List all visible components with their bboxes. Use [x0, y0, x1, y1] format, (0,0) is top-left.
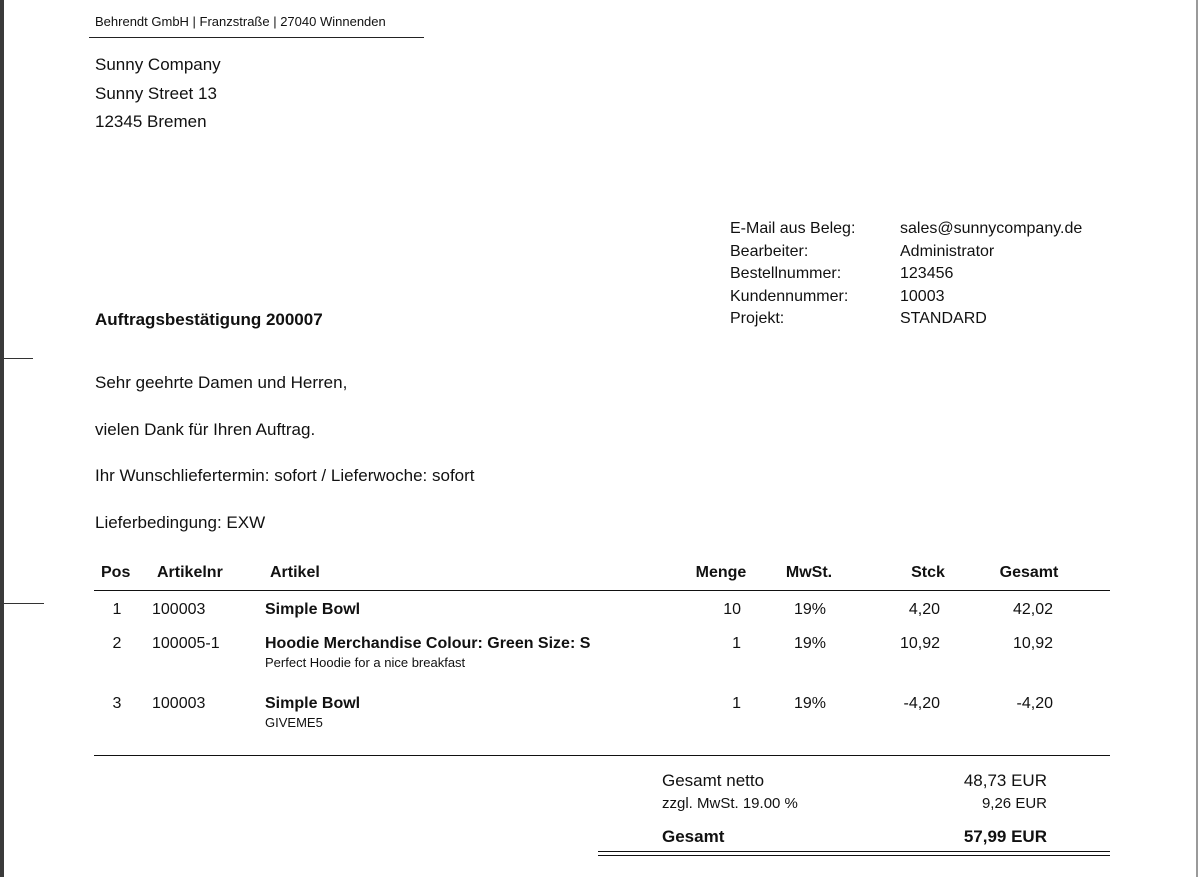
row-article-name: Simple Bowl [265, 695, 361, 712]
row-pos: 3 [112, 695, 122, 712]
row-quantity: 10 [723, 601, 741, 618]
column-header-unit-price: Stck [911, 564, 945, 581]
row-article-name: Hoodie Merchandise Colour: Green Size: S [265, 635, 591, 652]
fold-mark-bottom [4, 603, 44, 604]
meta-label: Projekt: [730, 310, 785, 328]
row-unit-price: 10,92 [899, 635, 940, 652]
meta-value: STANDARD [900, 310, 987, 328]
meta-value: sales@sunnycompany.de [900, 220, 1083, 237]
row-pos: 1 [112, 601, 122, 618]
net-total-value: 48,73 EUR [963, 771, 1047, 790]
meta-value: 10003 [900, 287, 945, 305]
vat-value: 9,26 EUR [981, 795, 1047, 812]
row-article-number: 100003 [152, 695, 206, 712]
delivery-date-text: Ihr Wunschliefertermin: sofort / Lieferwoche: sofort [95, 466, 475, 485]
meta-row-project [730, 308, 1082, 331]
row-quantity: 1 [732, 635, 741, 652]
row-article-number: 100005-1 [152, 635, 220, 652]
page-edge-left [0, 0, 4, 877]
net-total-label: Gesamt netto [662, 771, 765, 790]
delivery-terms-text: Lieferbedingung: EXW [95, 513, 266, 532]
recipient-city: 12345 Bremen [95, 112, 207, 131]
row-total: -4,20 [1016, 695, 1053, 712]
grand-total-double-rule-bottom [598, 855, 1110, 856]
row-total: 10,92 [1012, 635, 1053, 652]
meta-label: Bestellnummer: [730, 265, 842, 283]
grand-total-double-rule-top [598, 851, 1110, 852]
grand-total-value: 57,99 EUR [963, 827, 1047, 846]
vat-label: zzgl. MwSt. 19.00 % [662, 795, 798, 812]
row-article-description: GIVEME5 [265, 715, 323, 730]
row-vat: 19% [793, 635, 827, 652]
meta-value: 123456 [900, 265, 954, 283]
meta-row-order-number [730, 263, 1082, 286]
row-vat: 19% [793, 695, 827, 712]
row-pos: 2 [112, 635, 122, 652]
row-total: 42,02 [1012, 601, 1053, 618]
table-header-rule [94, 590, 1110, 591]
salutation: Sehr geehrte Damen und Herren, [95, 373, 348, 392]
sender-address-line: Behrendt GmbH | Franzstraße | 27040 Winnenden [95, 14, 386, 29]
meta-row-customer-number [730, 286, 1082, 309]
meta-label: Bearbeiter: [730, 242, 809, 260]
row-unit-price: -4,20 [903, 695, 940, 712]
recipient-street: Sunny Street 13 [95, 83, 217, 103]
meta-row-email [730, 218, 1082, 241]
row-article-description: Perfect Hoodie for a nice breakfast [265, 655, 466, 670]
row-article-name: Simple Bowl [265, 601, 361, 618]
thanks-text: vielen Dank für Ihren Auftrag. [95, 420, 316, 439]
column-header-pos: Pos [101, 564, 131, 581]
meta-value: Administrator [900, 242, 995, 260]
meta-label: Kundennummer: [730, 287, 849, 305]
sender-underline [89, 37, 424, 38]
table-bottom-rule [94, 755, 1110, 756]
recipient-address [95, 51, 221, 137]
meta-label: E-Mail aus Beleg: [730, 220, 856, 237]
fold-mark-top [4, 358, 33, 359]
column-header-vat: MwSt. [785, 564, 833, 581]
row-unit-price: 4,20 [908, 601, 940, 618]
document-meta [730, 218, 1082, 331]
document-title: Auftragsbestätigung 200007 [95, 310, 323, 329]
column-header-quantity: Menge [695, 564, 747, 581]
grand-total-label: Gesamt [662, 827, 725, 846]
row-article-number: 100003 [152, 601, 206, 618]
column-header-total: Gesamt [999, 564, 1059, 581]
row-quantity: 1 [732, 695, 741, 712]
recipient-company: Sunny Company [95, 55, 221, 74]
row-vat: 19% [793, 601, 827, 618]
column-header-article: Artikel [270, 564, 320, 581]
meta-row-editor [730, 241, 1082, 264]
column-header-article-number: Artikelnr [157, 564, 223, 581]
